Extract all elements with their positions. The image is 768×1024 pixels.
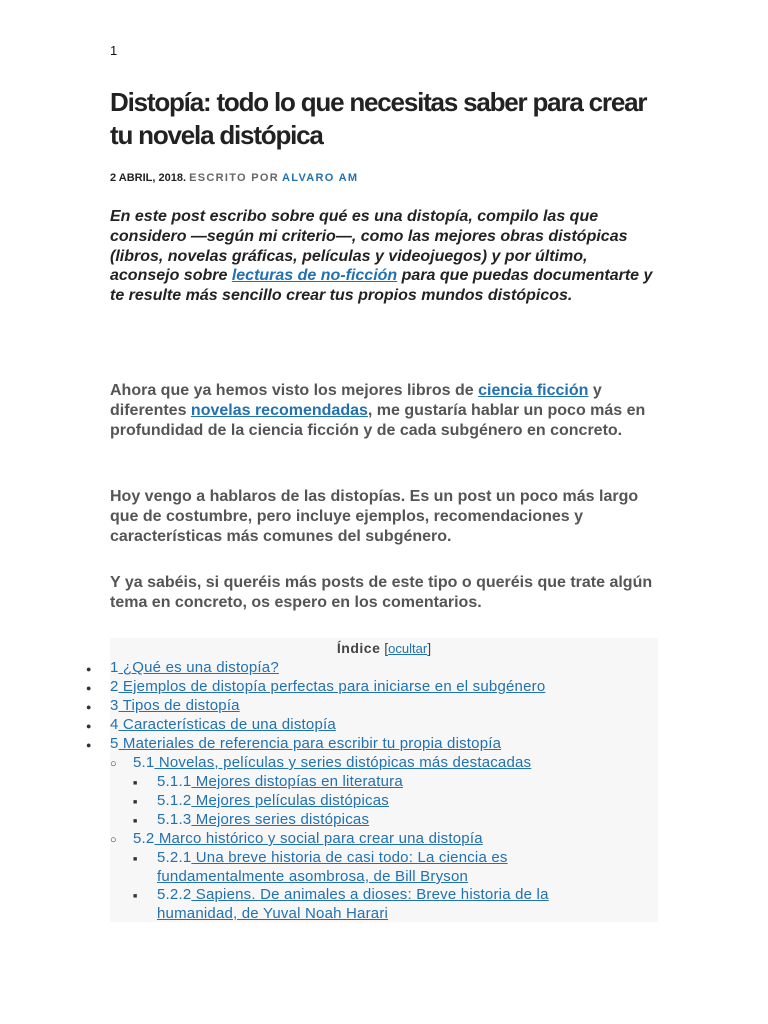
toc-item-number: 1 — [110, 659, 119, 676]
toc-bracket-close: ] — [427, 640, 432, 656]
bullet-icon: ● — [86, 721, 92, 731]
toc-title: Índice — [336, 640, 381, 656]
written-by-label: ESCRITO POR — [189, 172, 279, 184]
circle-bullet-icon: ○ — [110, 834, 117, 846]
toc-item-number: 5.1.1 — [157, 773, 192, 790]
toc-item-text: Una breve historia de casi todo: La ciencia es fundamentalmente asombrosa, de Bill Bryson — [157, 849, 508, 885]
toc-item-text: Sapiens. De animales a dioses: Breve historia de la humanidad, de Yuval Noah Harari — [157, 886, 549, 922]
toc-bracket-open: [ — [384, 640, 389, 656]
science-fiction-link[interactable]: ciencia ficción — [478, 382, 589, 399]
intro-text-before: En este post escribo sobre qué es una distopía, compilo las que considero —según mi criterio—, como las mejores obras distópicas (libros, novelas gráficas, películas y videojuegos) y por último, aconsejo sobre — [110, 208, 628, 285]
toc-item-3[interactable] — [110, 696, 240, 715]
post-meta — [110, 172, 358, 184]
toc-item-5-2[interactable] — [133, 829, 483, 848]
toc-item-5-1-3[interactable] — [157, 810, 369, 829]
toc-item-text: Características de una distopía — [118, 716, 336, 733]
toc-item-text: Mejores series distópicas — [191, 811, 370, 828]
square-bullet-icon: ■ — [133, 893, 138, 900]
toc-item-text: Materiales de referencia para escribir tu propia distopía — [118, 735, 502, 752]
toc-item-text: Mejores películas distópicas — [191, 792, 389, 809]
toc-item-5-1-1[interactable] — [157, 772, 403, 791]
toc-item-number: 5.2.1 — [157, 849, 192, 866]
author-link[interactable]: ALVARO AM — [282, 172, 359, 184]
square-bullet-icon: ■ — [133, 856, 138, 863]
post-date: 2 ABRIL, 2018. — [110, 172, 187, 184]
toc-item-number: 5 — [110, 735, 119, 752]
intro-paragraph — [110, 207, 655, 306]
square-bullet-icon: ■ — [133, 780, 138, 787]
circle-bullet-icon: ○ — [110, 758, 117, 770]
bullet-icon: ● — [86, 664, 92, 674]
toc-item-text: Tipos de distopía — [118, 697, 240, 714]
intro-text-after: para que puedas documentarte y te resulte más sencillo crear tus propios mundos distópicos. — [110, 267, 653, 305]
toc-item-number: 5.2.2 — [157, 886, 192, 903]
bullet-icon: ● — [86, 702, 92, 712]
toc-item-5-1-2[interactable] — [157, 791, 389, 810]
p1-text-c: , me gustaría hablar un poco más en profundidad de la ciencia ficción y de cada subgénero en concreto. — [110, 401, 646, 439]
toc-item-text: Marco histórico y social para crear una distopía — [154, 830, 483, 847]
toc-hide-toggle[interactable]: ocultar — [388, 641, 428, 656]
toc-item-number: 5.1.2 — [157, 792, 192, 809]
toc-item-number: 2 — [110, 678, 119, 695]
toc-item-2[interactable] — [110, 677, 545, 696]
toc-item-number: 3 — [110, 697, 119, 714]
toc-item-text: Mejores distopías en literatura — [191, 773, 403, 790]
toc-header — [110, 640, 658, 656]
body-paragraph-2: Hoy vengo a hablaros de las distopías. Es un post un poco más largo que de costumbre, pero incluye ejemplos, recomendaciones y características más comunes del subgénero. — [110, 488, 639, 545]
toc-item-number: 5.1.3 — [157, 811, 192, 828]
bullet-icon: ● — [86, 683, 92, 693]
toc-item-text: ¿Qué es una distopía? — [118, 659, 279, 676]
non-fiction-link[interactable]: lecturas de no-ficción — [231, 267, 398, 285]
toc-item-5-2-2[interactable] — [157, 885, 617, 923]
toc-item-1[interactable] — [110, 658, 279, 677]
p1-text-b: y diferentes — [110, 382, 602, 419]
toc-item-5-1[interactable] — [133, 753, 531, 772]
toc-item-5[interactable] — [110, 734, 501, 753]
toc-item-text: Novelas, películas y series distópicas más destacadas — [154, 754, 532, 771]
body-paragraph-3: Y ya sabéis, si queréis más posts de este tipo o queréis que trate algún tema en concreto, os espero en los comentarios. — [110, 574, 653, 611]
bullet-icon: ● — [86, 740, 92, 750]
p1-text-a: Ahora que ya hemos visto los mejores libros de — [110, 382, 479, 399]
square-bullet-icon: ■ — [133, 799, 138, 806]
toc-item-text: Ejemplos de distopía perfectas para iniciarse en el subgénero — [118, 678, 546, 695]
page-number: 1 — [110, 43, 118, 58]
toc-item-number: 5.2 — [133, 830, 155, 847]
recommended-novels-link[interactable]: novelas recomendadas — [190, 401, 368, 419]
toc-item-number: 4 — [110, 716, 119, 733]
square-bullet-icon: ■ — [133, 818, 138, 825]
body-paragraph-1 — [110, 381, 658, 440]
toc-item-5-2-1[interactable] — [157, 848, 617, 886]
toc-item-4[interactable] — [110, 715, 336, 734]
toc-item-number: 5.1 — [133, 754, 155, 771]
article-title: Distopía: todo lo que necesitas saber para crear tu novela distópica — [110, 87, 647, 150]
